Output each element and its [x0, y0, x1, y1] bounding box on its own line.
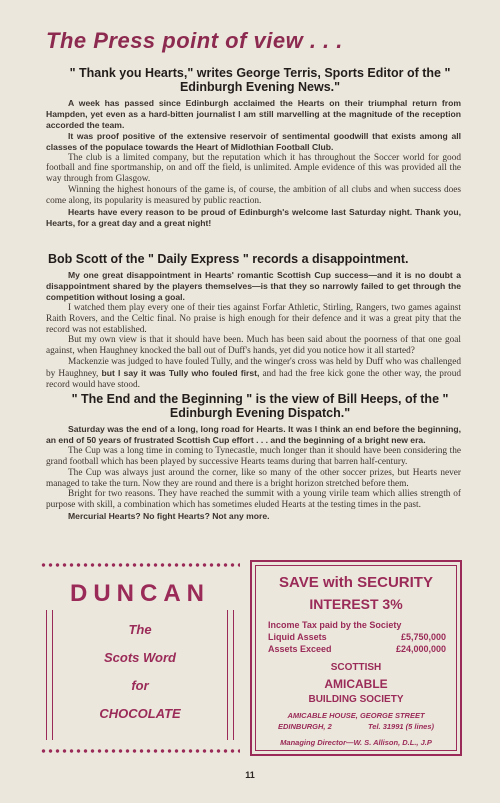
ad-tax-line — [268, 620, 446, 630]
paragraph-text: and had the free kick gone the other way, the proud record would have stood. — [46, 369, 461, 391]
ad-address: AMICABLE HOUSE, GEORGE STREET — [287, 711, 425, 720]
side-rule-left — [46, 610, 53, 740]
ad-tel: Tel. 31991 (5 lines) — [367, 722, 434, 731]
ad-tax-text: Income Tax paid by the Society — [268, 620, 402, 630]
page-number: 11 — [245, 770, 255, 780]
section-2-headline: Bob Scott of the " Daily Express " records a disappointment. — [48, 252, 409, 266]
ad-inner-frame — [255, 565, 457, 751]
section-2-body — [46, 270, 461, 391]
ad-assets-row — [268, 644, 446, 654]
ad-liquid-label: Liquid Assets — [268, 632, 327, 642]
paragraph-text: Mackenzie was judged to have fouled Tully, and the winger's cross was held by Duff who was challenged by Haughney, — [46, 357, 461, 380]
ad-tagline-line: CHOCOLATE — [99, 706, 181, 721]
section-3-headline: " The End and the Beginning " is the view of Bill Heeps, of the " Edinburgh Evening Dispatch." — [71, 392, 449, 420]
paragraph: Saturday was the end of a long, long road for Hearts. It was I think an end before the beginning, an end of 50 years of frustrated Scottish Cup effort . . . and the beginning of a bright new era. — [46, 424, 461, 445]
page-title: The Press point of view . . . — [46, 28, 343, 53]
paragraph-bold-text: but I say it was Tully who fouled first, — [101, 368, 260, 379]
ad-tagline-line: for — [131, 678, 149, 693]
ad-city-row — [278, 722, 434, 731]
ad-society-name-2: AMICABLE — [324, 677, 388, 691]
paragraph: The Cup was always just around the corner, like so many of the other soccer prizes, but Hearts never managed to take the turn. Now they are round and there is a bright horizon stretched before them. — [46, 467, 461, 489]
paragraph: Bright for two reasons. They have reached the summit with a young virile team which allies strength of purpose with skill, a combination which has sometimes eluded Hearts at the testing times in the past. — [46, 489, 461, 511]
ad-city: EDINBURGH, 2 — [278, 722, 332, 731]
paragraph: I watched them play every one of their ties against Forfar Athletic, Stirling, Rangers, two games against Raith Rovers, and the Celtic final. No praise is high enough for their defence and it was a great pity that the record was not established. — [46, 302, 461, 335]
paragraph: The club is a limited company, but the reputation which it has throughout the Soccer world for good football and fine sportmanship, on and off the field, is unlimited. Ample evidence of this was provided all the way through from Glasgow. — [46, 152, 461, 185]
side-rule-right — [227, 610, 234, 740]
paragraph: But my own view is that it should have been. Much has been said about the poorness of that one goal against, when Haughney knocked the ball out of Duff's hands, yet did you notice how it all started? — [46, 335, 461, 357]
dotted-border-top — [40, 562, 240, 568]
paragraph: The Cup was a long time in coming to Tynecastle, much longer than it should have been considering the grand football which has been played by successive Hearts teams during that barren half-century. — [46, 445, 461, 467]
paragraph: My one great disappointment in Hearts' romantic Scottish Cup success—and it is no doubt a disappointment shared by the players themselves—is that they so narrowly failed to get through the competition without losing a goal. — [46, 270, 461, 302]
ad-tagline-line: Scots Word — [104, 650, 176, 665]
ad-liquid-value: £5,750,000 — [400, 632, 446, 642]
ad-assets-label: Assets Exceed — [268, 644, 332, 654]
paragraph: It was proof positive of the extensive reservoir of sentimental goodwill that exists among all classes of the populace towards the Heart of Midlothian Football Club. — [46, 130, 461, 152]
ad-director: Managing Director—W. S. Allison, D.L., J.P — [280, 738, 432, 747]
ad-interest: INTEREST 3% — [309, 596, 403, 612]
paragraph — [46, 357, 461, 391]
ad-tagline — [60, 616, 220, 728]
ad-assets-value: £24,000,000 — [395, 644, 446, 654]
building-society-ad — [250, 560, 462, 756]
section-1-headline: " Thank you Hearts," writes George Terris, Sports Editor of the " Edinburgh Evening News." — [69, 66, 451, 94]
paragraph: A week has passed since Edinburgh acclaimed the Hearts on their triumphal return from Hampden, yet even as a hard-bitten journalist I am still marvelling at the magnitude of the reception accorded the team. — [46, 98, 461, 130]
ad-liquid-row — [268, 632, 446, 642]
paragraph: Hearts have every reason to be proud of Edinburgh's welcome last Saturday night. Thank you, Hearts, for a great day and a great night! — [46, 207, 461, 228]
paragraph: Mercurial Hearts? No fight Hearts? Not any more. — [68, 511, 270, 522]
section-3-body — [46, 424, 461, 522]
dotted-border-bottom — [40, 748, 240, 754]
ad-tagline-line: The — [128, 622, 152, 637]
ad-society-name-1: SCOTTISH — [330, 662, 382, 673]
ad-headline: SAVE with SECURITY — [279, 574, 433, 591]
ad-society-name-3: BUILDING SOCIETY — [308, 694, 404, 705]
duncan-chocolate-ad — [40, 562, 240, 754]
paragraph: Winning the highest honours of the game is, of course, the ambition of all clubs and when success does come along, its popularity is measured by public reaction. — [46, 185, 461, 207]
section-1-body — [46, 98, 461, 229]
ad-brand: DUNCAN — [70, 580, 210, 607]
